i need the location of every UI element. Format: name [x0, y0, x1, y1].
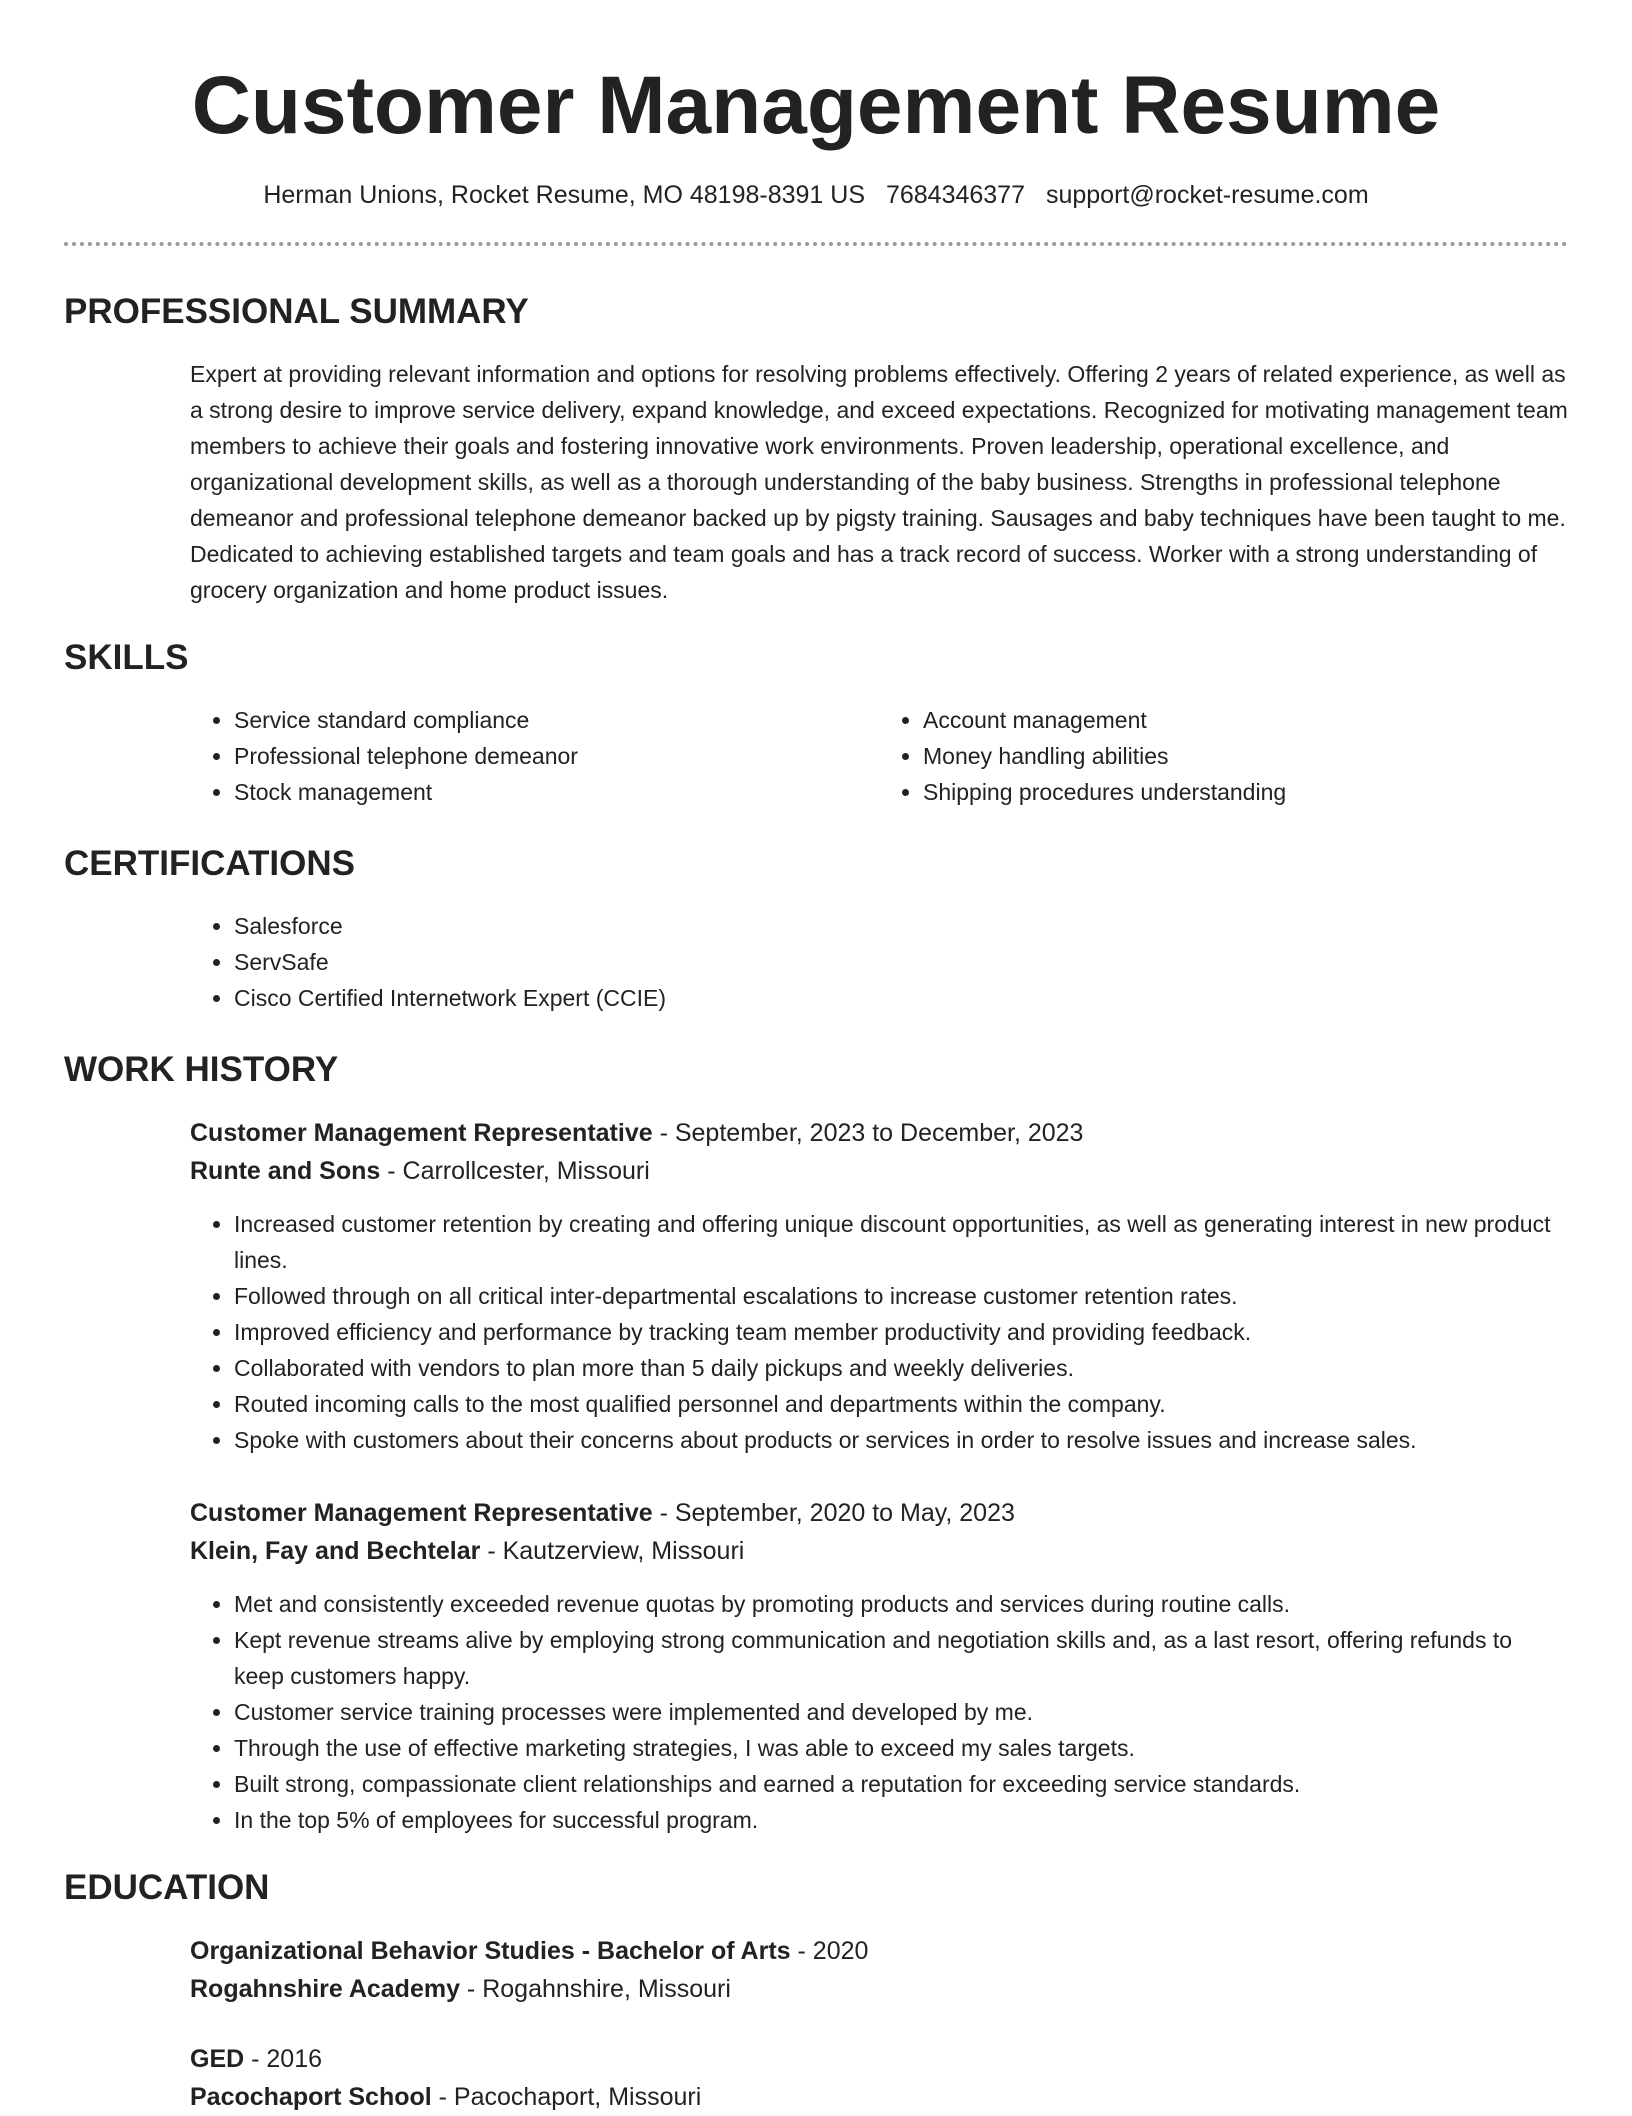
- certifications-heading: CERTIFICATIONS: [64, 844, 356, 883]
- degree: GED: [190, 2045, 245, 2073]
- degree-line: [190, 1932, 1568, 1970]
- certification-item: • Cisco Certified Internetwork Expert (CCIE): [234, 980, 1568, 1016]
- job-company-line: [190, 1152, 1568, 1190]
- job-company: Runte and Sons: [190, 1157, 381, 1185]
- skills-grid: [190, 702, 1568, 810]
- job-dates: - September, 2020 to May, 2023: [652, 1499, 1015, 1527]
- job-title-line: [190, 1494, 1568, 1532]
- job-company: Klein, Fay and Bechtelar: [190, 1537, 481, 1565]
- job-bullet: • Through the use of effective marketing strategies, I was able to exceed my sales targets.: [234, 1730, 1568, 1766]
- job-bullets: [190, 1586, 1568, 1838]
- job-entry: [190, 1114, 1568, 1458]
- skill-item: • Professional telephone demeanor: [234, 738, 879, 774]
- skills-heading: SKILLS: [64, 638, 189, 677]
- degree-year: - 2016: [244, 2045, 323, 2073]
- school: Pacochaport School: [190, 2083, 432, 2111]
- job-bullet: • Routed incoming calls to the most qualified personnel and departments within the company.: [234, 1386, 1568, 1422]
- job-bullet: • Improved efficiency and performance by tracking team member productivity and providing feedback.: [234, 1314, 1568, 1350]
- skills-right-list: [879, 702, 1568, 810]
- job-bullet: • Built strong, compassionate client relationships and earned a reputation for exceeding service standards.: [234, 1766, 1568, 1802]
- certifications-list: [190, 908, 1568, 1016]
- skill-item: • Account management: [923, 702, 1568, 738]
- school-location: - Rogahnshire, Missouri: [459, 1975, 731, 2003]
- job-bullet: • Increased customer retention by creating and offering unique discount opportunities, as well as generating interest in new product lines.: [234, 1206, 1568, 1278]
- work-section: [64, 1048, 1568, 1838]
- job-title-line: [190, 1114, 1568, 1152]
- school: Rogahnshire Academy: [190, 1975, 460, 2003]
- education-heading: EDUCATION: [64, 1868, 270, 1907]
- certifications-section: [64, 842, 1568, 1016]
- degree-line: [190, 2040, 1568, 2078]
- certifications-block: [190, 908, 1568, 1016]
- job-bullet: • Customer service training processes were implemented and developed by me.: [234, 1694, 1568, 1730]
- degree: Organizational Behavior Studies - Bachelor of Arts: [190, 1937, 791, 1965]
- school-line: [190, 1970, 1568, 2008]
- job-location: - Kautzerview, Missouri: [480, 1537, 745, 1565]
- education-section: [64, 1866, 1568, 2116]
- contact-phone: 7684346377: [885, 181, 1025, 209]
- job-location: - Carrollcester, Missouri: [380, 1157, 650, 1185]
- education-entry: [190, 1932, 1568, 2008]
- school-location: - Pacochaport, Missouri: [431, 2083, 702, 2111]
- job-bullet: • Kept revenue streams alive by employing strong communication and negotiation skills and, as a last resort, offering refunds to keep customers happy.: [234, 1622, 1568, 1694]
- header-divider: [64, 242, 1568, 246]
- job-company-line: [190, 1532, 1568, 1570]
- contact-email: support@rocket-resume.com: [1045, 181, 1369, 209]
- job-title: Customer Management Representative: [190, 1499, 653, 1527]
- summary-heading: PROFESSIONAL SUMMARY: [64, 292, 529, 331]
- contact-line: [64, 178, 1568, 212]
- skills-left-list: [190, 702, 879, 810]
- job-entry: [190, 1494, 1568, 1838]
- job-bullet: • Met and consistently exceeded revenue quotas by promoting products and services during routine calls.: [234, 1586, 1568, 1622]
- certification-item: • Salesforce: [234, 908, 1568, 944]
- resume-page: [64, 0, 1568, 2116]
- contact-address: Herman Unions, Rocket Resume, MO 48198-8391 US: [263, 181, 865, 209]
- resume-title: Customer Management Resume: [191, 60, 1441, 151]
- skill-item: • Stock management: [234, 774, 879, 810]
- work-heading: WORK HISTORY: [64, 1050, 339, 1089]
- job-bullets: [190, 1206, 1568, 1458]
- skill-item: • Shipping procedures understanding: [923, 774, 1568, 810]
- skill-item: • Service standard compliance: [234, 702, 879, 738]
- education-entry: [190, 2040, 1568, 2116]
- job-bullet: • Spoke with customers about their concerns about products or services in order to resolve issues and increase sales.: [234, 1422, 1568, 1458]
- school-line: [190, 2078, 1568, 2116]
- job-dates: - September, 2023 to December, 2023: [652, 1119, 1084, 1147]
- job-bullet: • Followed through on all critical inter-departmental escalations to increase customer retention rates.: [234, 1278, 1568, 1314]
- job-bullet: • Collaborated with vendors to plan more than 5 daily pickups and weekly deliveries.: [234, 1350, 1568, 1386]
- skills-section: [64, 636, 1568, 810]
- summary-section: [64, 290, 1568, 608]
- degree-year: - 2020: [790, 1937, 869, 1965]
- certification-item: • ServSafe: [234, 944, 1568, 980]
- job-bullet: • In the top 5% of employees for successful program.: [234, 1802, 1568, 1838]
- job-title: Customer Management Representative: [190, 1119, 653, 1147]
- summary-text: Expert at providing relevant information and options for resolving problems effectively. Offering 2 years of related experience, as well as a strong desire to improve service delivery, expand knowledge, and exceed expectations. Recognized for motivating management team members to achieve their goals and fostering innovative work environments. Proven leadership, operational excellence, and organizational development skills, as well as a thorough understanding of the baby business. Strengths in professional telephone demeanor and professional telephone demeanor backed up by pigsty training. Sausages and baby techniques have been taught to me. Dedicated to achieving established targets and team goals and has a track record of success. Worker with a strong understanding of grocery organization and home product issues.: [190, 361, 1568, 603]
- skill-item: • Money handling abilities: [923, 738, 1568, 774]
